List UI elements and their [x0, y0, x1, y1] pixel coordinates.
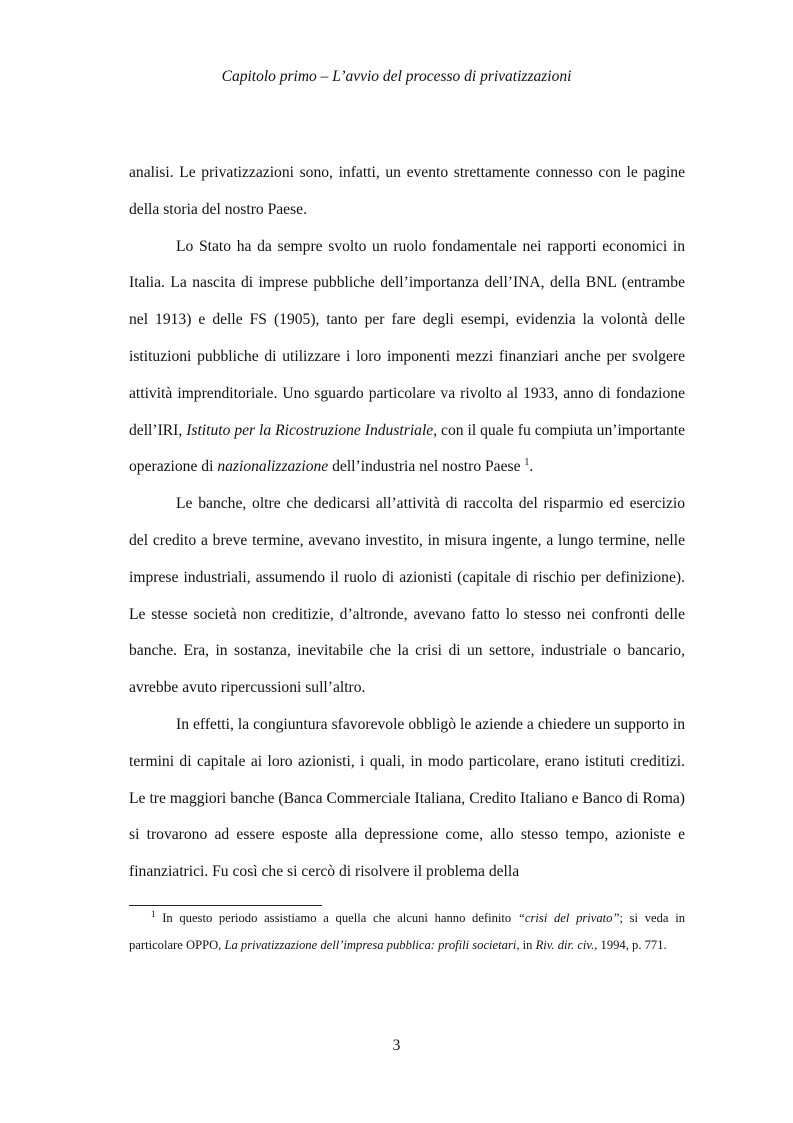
paragraph-2-text-b: , con il quale fu compiuta un’importante operazione di	[129, 421, 685, 476]
paragraph-4: In effetti, la congiuntura sfavorevole obbligò le aziende a chiedere un supporto in termini di capitale ai loro azionisti, i quali, in modo particolare, erano istituti creditizi. Le tre maggiori banche (Banca Commerciale Italiana, Credito Italiano e Banco di Roma) si trovarono ad essere esposte alla depressione come, allo stesso tempo, azioniste e finanziatrici. Fu così che si cercò di risolvere il problema della	[129, 715, 685, 881]
paragraph-2-text-a: Lo Stato ha da sempre svolto un ruolo fondamentale nei rapporti economici in Italia. La nascita di imprese pubbliche dell’importanza dell’INA, della BNL (entrambe nel 1913) e delle FS (1905), tanto per fare degli esempi, evidenzia la volontà delle istituzioni pubbliche di utilizzare i loro imponenti mezzi finanziari anche per svolgere attività imprenditoriale. Uno sguardo particolare va rivolto al 1933, anno di fondazione dell’IRI,	[129, 237, 685, 439]
footnote-text-c: , in	[516, 937, 536, 952]
footnote-reference[interactable]: 1	[524, 457, 530, 469]
paragraph-2-text-c: dell’industria nel nostro Paese	[328, 458, 525, 476]
paragraph-2-text-d: .	[529, 458, 534, 476]
footnote-quote: “crisi del privato”	[517, 911, 620, 925]
footnote-journal: Riv. dir. civ.	[535, 937, 595, 952]
footnote-cited-title: La privatizzazione dell’impresa pubblica: profili societari	[224, 937, 517, 952]
footnote-text-d: , 1994, p. 771.	[594, 937, 667, 952]
nazionalizzazione-term: nazionalizzazione	[217, 458, 329, 476]
running-header: Capitolo primo – L’avvio del processo di privatizzazioni	[221, 68, 572, 85]
paragraph-2	[129, 229, 685, 487]
body-text	[129, 155, 685, 891]
footnote-text-b: ; si veda in particolare OPPO,	[129, 911, 685, 952]
footnote-text-a: In questo periodo assistiamo a quella che alcuni hanno definito	[162, 911, 518, 925]
iri-full-name: Istituto per la Ricostruzione Industriale	[186, 421, 434, 439]
footnote-1	[129, 905, 685, 958]
paragraph-3: Le banche, oltre che dedicarsi all’attività di raccolta del risparmio ed esercizio del credito a breve termine, avevano investito, in misura ingente, a lungo termine, nelle imprese industriali, assumendo il ruolo di azionisti (capitale di rischio per definizione). Le stesse società non creditizie, d’altronde, avevano fatto lo stesso nei confronti delle banche. Era, in sostanza, inevitabile che la crisi di un settore, industriale o bancario, avrebbe avuto ripercussioni sull’altro.	[129, 495, 685, 697]
paragraph-1: analisi. Le privatizzazioni sono, infatti, un evento strettamente connesso con le pagine della storia del nostro Paese.	[129, 164, 685, 218]
page-number: 3	[392, 1037, 401, 1054]
footnote-number: 1	[151, 909, 156, 919]
